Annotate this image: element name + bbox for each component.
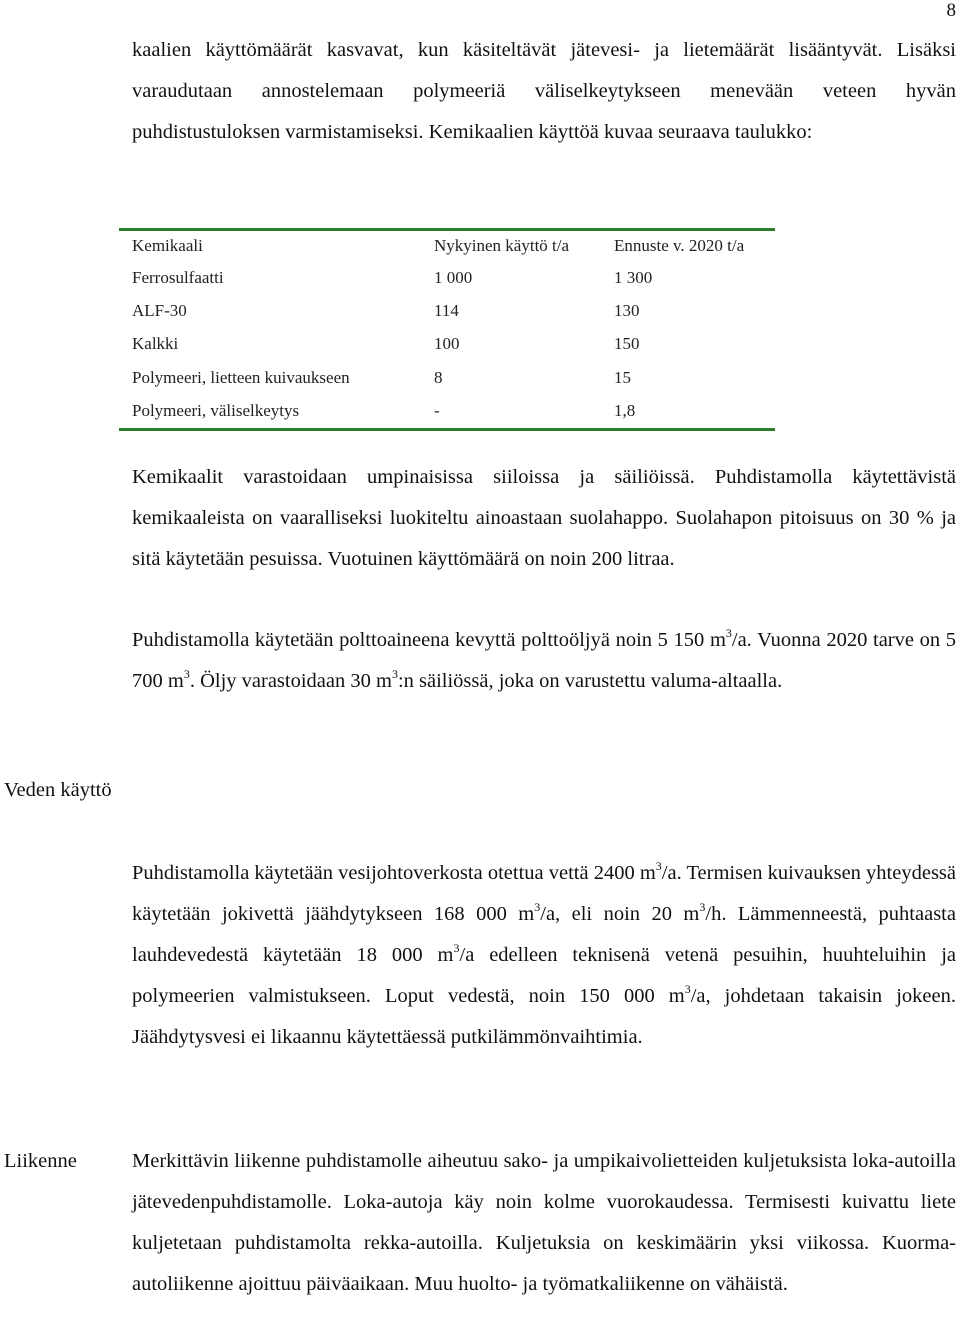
table-cell: Polymeeri, väliselkeytys	[132, 401, 300, 421]
table-cell: 130	[614, 301, 640, 321]
storage-paragraph: Kemikaalit varastoidaan umpinaisissa siiloissa ja säiliöissä. Puhdistamolla käytettävistä kemikaaleista on vaaralliseksi luokiteltu ainoastaan suolahappo. Suolahapon pitoisuus on 30 % ja sitä käytetään pesuissa. Vuotuinen käyttömäärä on noin 200 litraa.	[132, 466, 956, 570]
water-paragraph: Puhdistamolla käytetään vesijohtoverkosta otettua vettä 2400 $m^3/a$. Termisen kuivauksen yhteydessä käytetään jokivettä jäähdytykseen 168 000 $m^3/a$, eli noin 20 $m^3/h$. Lämmenneestä, puhtaasta lauhdevedestä käytetään 18 000 $m^3/a$ edelleen teknisenä vetenä pesuihin, huuhteluihin ja polymeerien valmistukseen. Loput vedestä, noin 150 000 $m^3/a$, johdetaan takaisin jokeen. Jäähdytysvesi ei likaannu käytettäessä putkilämmönvaihtimia.	[132, 859, 957, 1048]
table-cell: 8	[434, 367, 443, 387]
table-header-row	[119, 231, 775, 261]
table-row	[119, 294, 775, 327]
table-header-cell: Ennuste v. 2020 t/a	[614, 236, 745, 255]
table-cell: ALF-30	[132, 301, 187, 321]
table-cell: 15	[614, 367, 631, 387]
table-header-cell: Nykyinen käyttö t/a	[434, 236, 570, 255]
table-cell: 150	[614, 334, 640, 354]
table-cell: Polymeeri, lietteen kuivaukseen	[132, 367, 350, 387]
table-cell: 1,8	[614, 401, 636, 421]
intro-paragraph: kaalien käyttömäärät kasvavat, kun käsiteltävät jätevesi- ja lietemäärät lisääntyvät. Lisäksi varaudutaan annostelemaan polymeeriä väliselkeytykseen menevään veteen hyvän puhdistustuloksen varmistamiseksi. Kemikaalien käyttöä kuvaa seuraava taulukko:	[132, 39, 956, 143]
traffic-heading: Liikenne	[4, 1150, 77, 1172]
table-row	[119, 328, 775, 361]
table-header-cell: Kemikaali	[132, 236, 203, 255]
table-cell: 1 000	[434, 267, 473, 287]
page-number: 8	[946, 0, 956, 21]
table-row	[119, 361, 775, 394]
water-use-heading: Veden käyttö	[4, 779, 112, 801]
traffic-paragraph: Merkittävin liikenne puhdistamolle aiheutuu sako- ja umpikaivolietteiden kuljetuksista loka-autoilla jätevedenpuhdistamolle. Loka-autoja käy noin kolme vuorokaudessa. Termisesti kuivattu liete kuljetetaan puhdistamolta rekka-autoilla. Kuljetuksia on keskimäärin yksi viikossa. Kuorma-autoliikenne ajoittuu päiväaikaan. Muu huolto- ja työmatkaliikenne on vähäistä.	[132, 1150, 956, 1295]
table-row	[119, 261, 775, 294]
table-cell: 114	[434, 301, 459, 321]
table-row	[119, 395, 775, 428]
chemical-usage-table	[119, 228, 775, 431]
table-cell: -	[434, 401, 440, 421]
table-cell: Kalkki	[132, 334, 179, 354]
fuel-paragraph: Puhdistamolla käytetään polttoaineena kevyttä polttoöljyä noin 5 150 $m^3/a$. Vuonna 2020 tarve on 5 700 $m^3$. Öljy varastoidaan 30 $m^3:n$ säiliössä, joka on varustettu valuma-altaalla.	[132, 626, 956, 692]
table-cell: Ferrosulfaatti	[132, 267, 224, 287]
table-cell: 100	[434, 334, 460, 354]
table-cell: 1 300	[614, 267, 653, 287]
